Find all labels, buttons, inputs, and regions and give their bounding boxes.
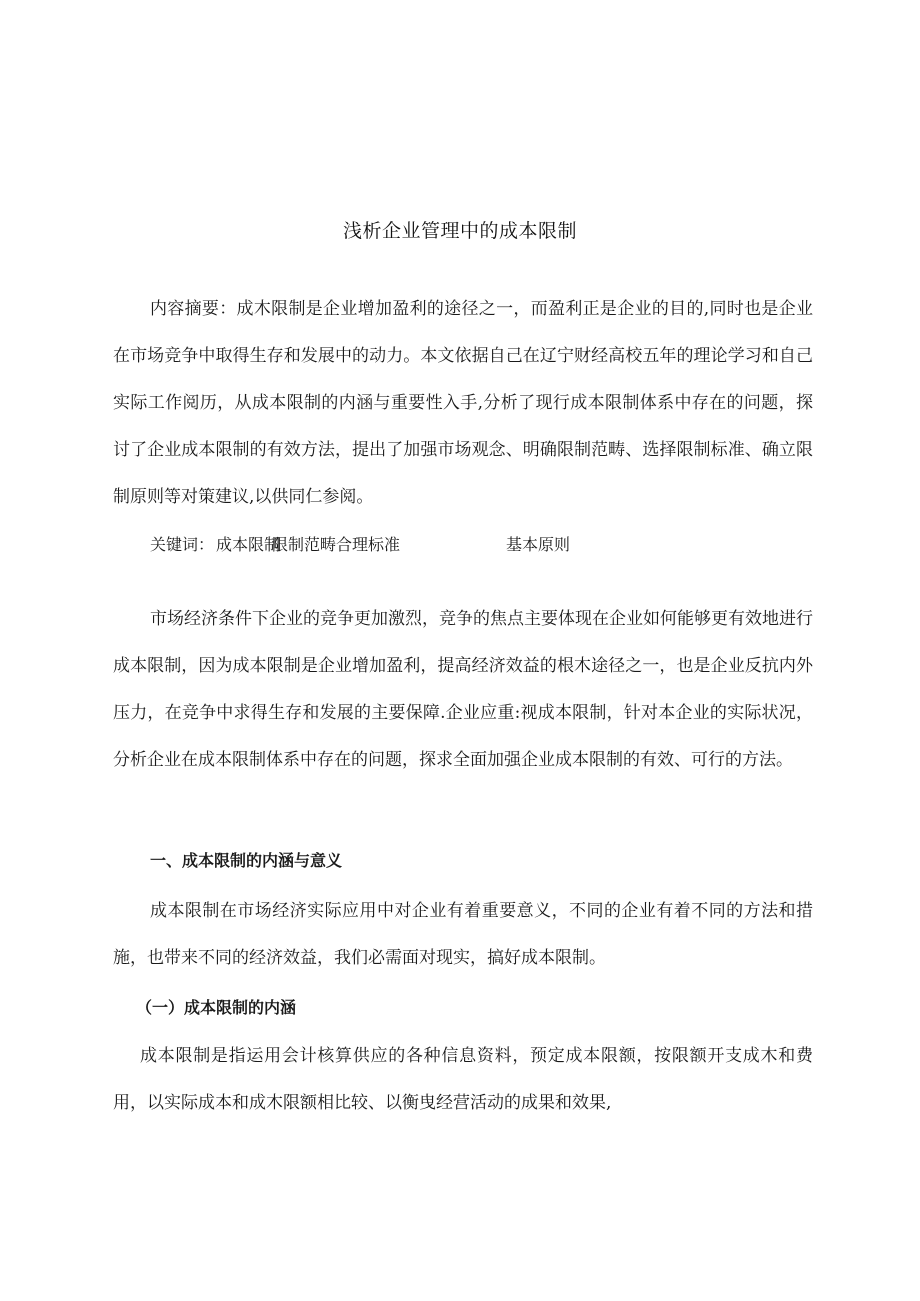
section-paragraph: 成本限制在市场经济实际应用中对企业有着重要意义，不同的企业有着不同的方法和措施，也带来不同的经济效益，我们必需面对现实，搞好成本限制。 <box>113 901 813 968</box>
subsection-heading: （一）成本限制的内涵 <box>136 998 297 1017</box>
keywords-first <box>150 528 281 562</box>
keyword-item: 成本限制 <box>216 535 281 554</box>
document-title: 浅析企业管理中的成本限制 <box>342 220 577 242</box>
keyword-item: 基本原则 <box>506 535 571 554</box>
intro-paragraph: 市场经济条件下企业的竞争更加激烈，竞争的焦点主要体现在企业如何能够更有效地进行成本限制，因为成本限制是企业增加盈利，提高经济效益的根木途径之一，也是企业反抗内外压力，在竞争中求得生存和发展的主要保障.企业应重:视成本限制，针对本企业的实际状况，分析企业在成本限制体系中存在的问题，探求全面加强企业成本限制的有效、可行的方法。 <box>113 609 813 770</box>
section-heading: 一、成本限制的内涵与意义 <box>150 851 343 870</box>
abstract-paragraph: 内容摘要：成木限制是企业增加盈利的途径之一，而盈利正是企业的目的,同时也是企业在市场竞争中取得生存和发展中的动力。本文依据自己在辽宁财经高校五年的理论学习和自己实际工作阅历，从成本限制的内涵与重要性入手,分析了现行成本限制体系中存在的问题，探讨了企业成本限制的有效方法，提出了加强市场观念、明确限制范畴、选择限制标准、确立限制原则等对策建议,以供同仁参阅。 <box>113 299 813 507</box>
keyword-item: 限制范畴合理标准 <box>272 535 401 554</box>
keywords-line <box>150 528 570 562</box>
keywords-label: 关键词： <box>150 535 215 554</box>
subsection-paragraph: 成本限制是指运用会计核算供应的各种信息资料，预定成本限额，按限额开支成木和费用，以实际成本和成木限额相比较、以衡曳经营活动的成果和效果, <box>113 1046 813 1113</box>
